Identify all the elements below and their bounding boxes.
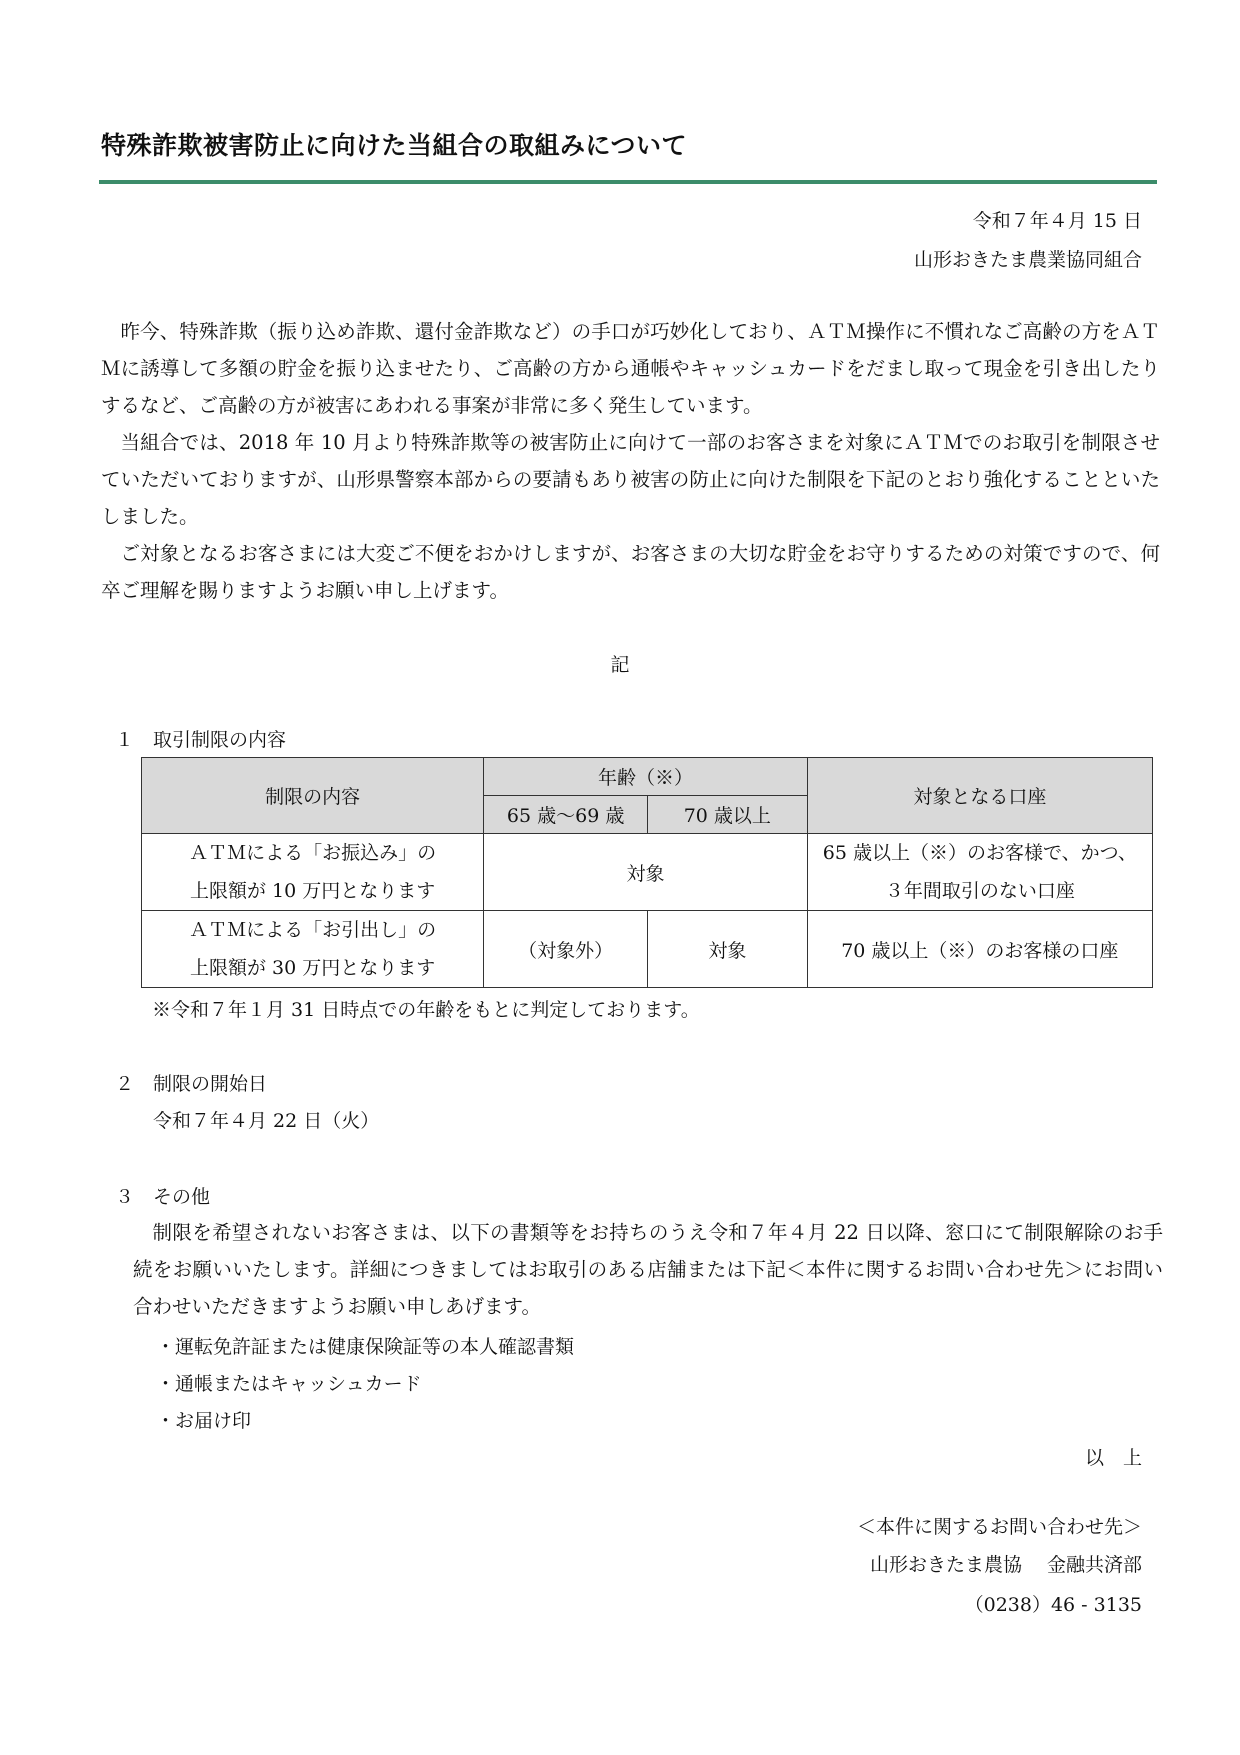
restriction-table <box>141 757 1153 988</box>
issue-date: 令和７年４月 15 日 <box>972 210 1142 232</box>
section-3-heading <box>115 1182 210 1209</box>
row2-content-line: 上限額が 30 万円となります <box>190 957 436 979</box>
document-title: 特殊詐欺被害防止に向けた当組合の取組みについて <box>101 131 688 160</box>
row2-age-65-69: （対象外） <box>484 911 648 988</box>
section-1-heading <box>115 725 286 752</box>
required-item: ・通帳またはキャッシュカード <box>156 1373 422 1395</box>
row1-account <box>807 834 1152 911</box>
section-title: 制限の開始日 <box>153 1073 268 1095</box>
header-account: 対象となる口座 <box>807 758 1152 834</box>
contact-organization: 山形おきたま農協 金融共済部 <box>869 1554 1142 1576</box>
section-3-text <box>133 1214 1163 1325</box>
header-age-65-69: 65 歳～69 歳 <box>484 796 648 834</box>
intro-paragraph: ご対象となるお客さまには大変ご不便をおかけしますが、お客さまの大切な貯金をお守りするための対策ですので、何卒ご理解を賜りますようお願い申し上げます。 <box>101 542 1160 602</box>
intro-text <box>101 313 1160 609</box>
intro-paragraph: 当組合では、2018 年 10 月より特殊詐欺等の被害防止に向けて一部のお客さまを対象にＡＴＭでのお取引を制限させていただいておりますが、山形県警察本部からの要請もあり被害の防止に向けた制限を下記のとおり強化することといたしました。 <box>101 431 1160 528</box>
section-number: ３ <box>115 1186 135 1208</box>
contact-heading: ＜本件に関するお問い合わせ先＞ <box>856 1516 1142 1538</box>
section-title: 取引制限の内容 <box>153 729 287 751</box>
row2-content-line: ＡＴＭによる「お引出し」の <box>189 919 437 941</box>
intro-paragraph: 昨今、特殊詐欺（振り込め詐欺、還付金詐欺など）の手口が巧妙化しており、ＡＴＭ操作に不慣れなご高齢の方をＡＴＭに誘導して多額の貯金を振り込ませたり、ご高齢の方から通帳やキャッシュカードをだまし取って現金を引き出したりするなど、ご高齢の方が被害にあわれる事案が非常に多く発生しています。 <box>101 320 1160 417</box>
row1-content-line: ＡＴＭによる「お振込み」の <box>189 842 437 864</box>
section-number: １ <box>115 729 135 751</box>
section-3-paragraph: 制限を希望されないお客さまは、以下の書類等をお持ちのうえ令和７年４月 22 日以降、窓口にて制限解除のお手続をお願いいたします。詳細につきましてはお取引のある店舗または下記＜本件に関するお問い合わせ先＞にお問い合わせいただきますようお願い申しあげます。 <box>133 1221 1163 1318</box>
required-item: ・運転免許証または健康保険証等の本人確認書類 <box>156 1336 575 1358</box>
row1-age: 対象 <box>484 834 807 911</box>
issuer-name: 山形おきたま農業協同組合 <box>913 249 1142 271</box>
closing-mark: 以 上 <box>1084 1447 1142 1469</box>
row1-account-line: 65 歳以上（※）のお客様で、かつ、 <box>822 842 1137 864</box>
section-2-heading <box>115 1069 267 1096</box>
header-age: 年齢（※） <box>484 758 807 796</box>
header-content: 制限の内容 <box>142 758 484 834</box>
contact-phone: （0238）46 - 3135 <box>964 1594 1142 1616</box>
row2-content <box>142 911 484 988</box>
required-item: ・お届け印 <box>156 1410 252 1432</box>
row2-account: 70 歳以上（※）のお客様の口座 <box>807 911 1152 988</box>
row1-account-line: ３年間取引のない口座 <box>884 880 1075 902</box>
row1-content <box>142 834 484 911</box>
section-title: その他 <box>153 1186 211 1208</box>
start-date: 令和７年４月 22 日（火） <box>153 1110 380 1132</box>
row1-content-line: 上限額が 10 万円となります <box>190 880 436 902</box>
age-note: ※令和７年１月 31 日時点での年齢をもとに判定しております。 <box>152 999 700 1021</box>
row2-age-70-plus: 対象 <box>647 911 807 988</box>
section-number: ２ <box>115 1073 135 1095</box>
header-age-70-plus: 70 歳以上 <box>647 796 807 834</box>
ki-heading: 記 <box>610 654 630 676</box>
title-underline <box>99 180 1157 184</box>
